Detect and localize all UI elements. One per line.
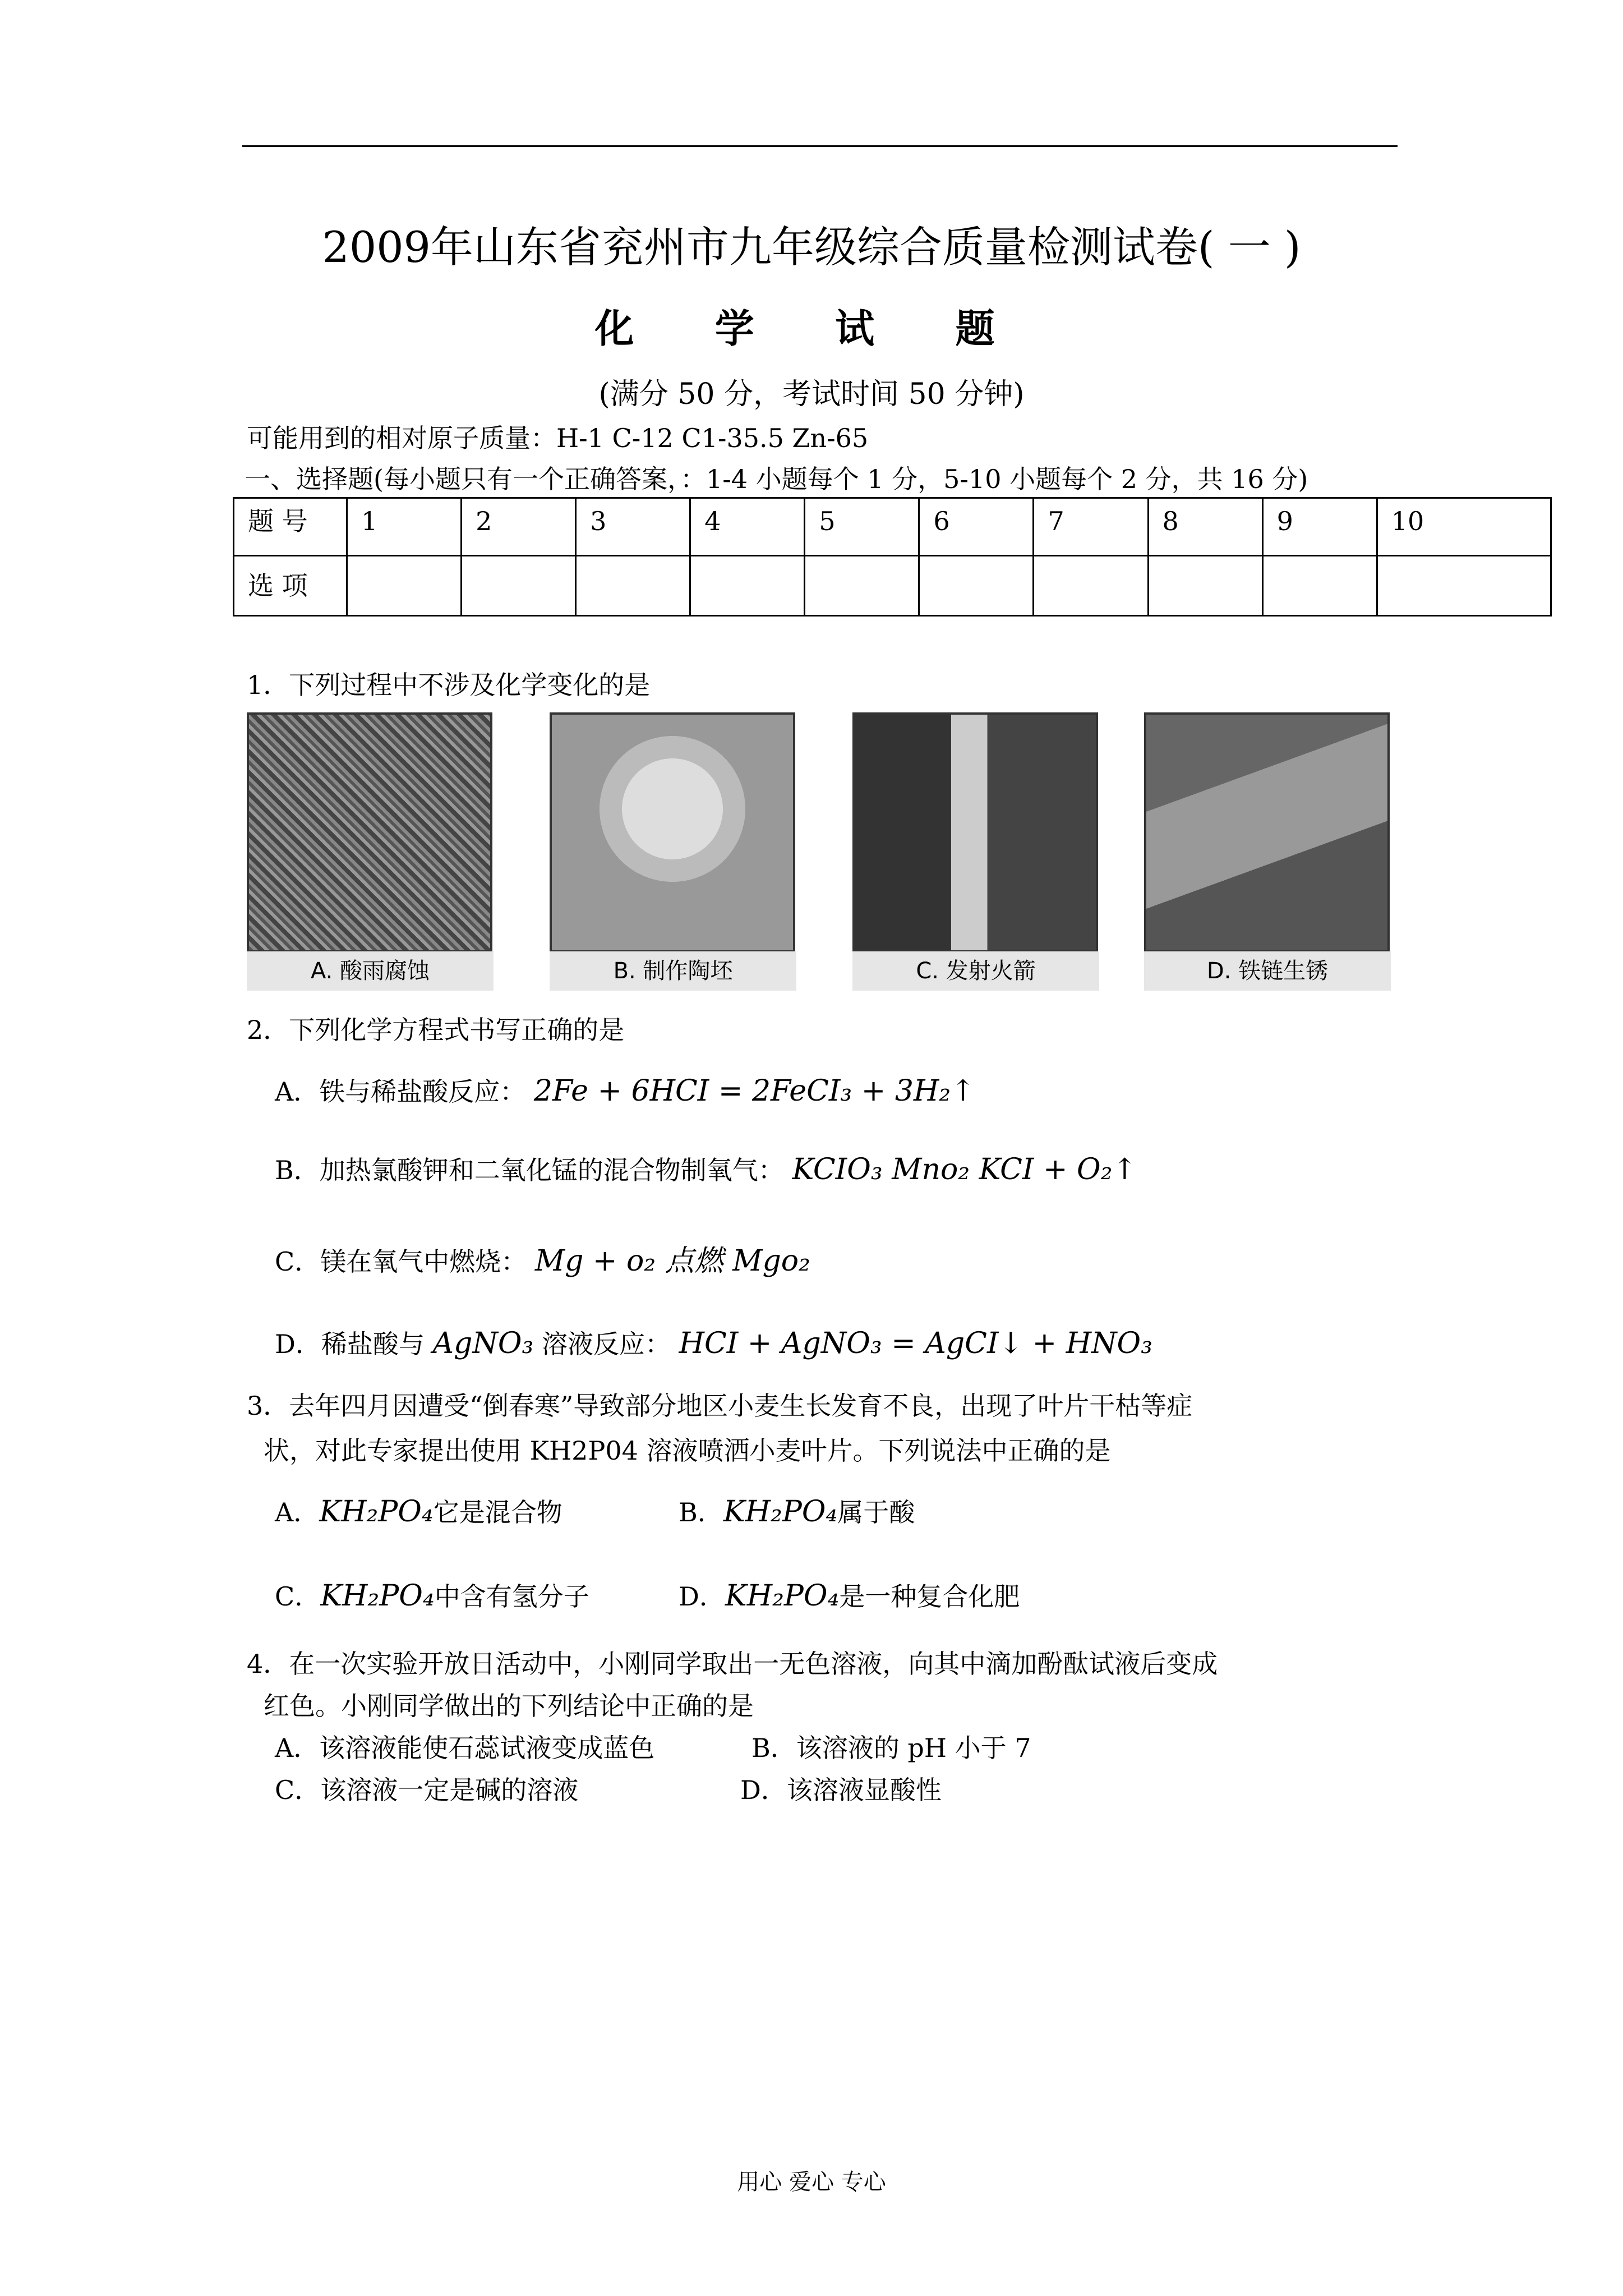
photo-caption-a: A. 酸雨腐蚀 [247,951,494,991]
answer-cell [690,556,805,616]
photo-caption-b: B. 制作陶坯 [550,951,796,991]
answer-cell [347,556,462,616]
option-label: B． [679,1497,723,1527]
table-cell: 5 [805,498,919,556]
option-text: 属于酸 [837,1497,915,1527]
answer-cell [1377,556,1551,616]
answer-cell [805,556,919,616]
q2-option-c [275,1237,810,1279]
equation: 2Fe + 6HCI = 2FeCI₃ + 3H₂↑ [533,1074,975,1108]
equation: Mg + o₂ 点燃 Mgo₂ [534,1244,810,1278]
q3-stem-line2: 状，对此专家提出使用 KH2P04 溶液喷洒小麦叶片。下列说法中正确的是 [264,1435,1111,1466]
q4-option-a: A．该溶液能使石蕊试液变成蓝色 [275,1733,655,1763]
option-label: C．镁在氧气中燃烧： [275,1246,527,1277]
equation: HCI + AgNO₃ = AgCI↓ + HNO₃ [679,1327,1153,1360]
answer-cell [1148,556,1262,616]
formula: KH₂PO₄ [725,1579,840,1613]
q3-option-d [679,1576,1020,1613]
table-cell: 9 [1262,498,1377,556]
acid-rain-photo [247,712,492,953]
q2-stem: 2．下列化学方程式书写正确的是 [247,1015,625,1045]
option-label: A． [275,1497,320,1527]
rocket-photo [852,712,1098,953]
q2-option-d [275,1324,1152,1361]
q2-option-a [275,1071,975,1108]
equation: KCIO₃ Mno₂ KCI + O₂↑ [792,1153,1137,1186]
equation: AgNO₃ [432,1327,534,1360]
answer-cell [919,556,1034,616]
table-row [234,498,1551,556]
q3-stem-line1: 3．去年四月因遭受“倒春寒”导致部分地区小麦生长发育不良，出现了叶片干枯等症 [247,1391,1193,1421]
option-label: D．稀盐酸与 [275,1329,425,1359]
table-cell: 7 [1034,498,1148,556]
option-text: 是一种复合化肥 [839,1581,1020,1612]
option-label: A．铁与稀盐酸反应： [275,1076,526,1107]
photo-caption-c: C. 发射火箭 [852,951,1099,991]
q4-option-c: C．该溶液一定是碱的溶液 [275,1775,579,1805]
formula: KH₂PO₄ [319,1495,434,1529]
rusty-chain-photo [1144,712,1390,953]
table-cell: 10 [1377,498,1551,556]
table-header-cell: 选 项 [234,556,347,616]
answer-cell [576,556,690,616]
table-cell: 1 [347,498,462,556]
section-one-heading: 一、选择题(每小题只有一个正确答案，：1-4 小题每个 1 分，5-10 小题每个 2 分，共 16 分) [245,464,1308,494]
formula: KH₂PO₄ [320,1579,435,1613]
table-row [234,556,1551,616]
q4-option-d: D．该溶液显酸性 [740,1775,942,1805]
table-cell: 8 [1148,498,1262,556]
subject-title: 化 学 试 题 [594,305,1029,352]
answer-cell [1034,556,1148,616]
option-label: 溶液反应： [541,1329,671,1359]
q3-option-b [679,1492,915,1529]
table-cell: 3 [576,498,690,556]
page-footer: 用心 爱心 专心 [737,2169,886,2195]
q3-option-a [275,1492,562,1529]
formula: KH₂PO₄ [723,1495,838,1529]
table-cell: 6 [919,498,1034,556]
q1-stem: 1．下列过程中不涉及化学变化的是 [247,670,651,700]
option-text: 中含有氢分子 [434,1581,589,1612]
pottery-photo [550,712,795,953]
option-label: C． [275,1581,321,1612]
header-rule [242,145,1398,147]
q2-option-b [275,1150,1137,1187]
q4-option-b: B．该溶液的 pH 小于 7 [751,1733,1031,1763]
q1-photo-strip [247,712,1391,993]
answer-cell [462,556,576,616]
q4-stem-line1: 4．在一次实验开放日活动中，小刚同学取出一无色溶液，向其中滴加酚酞试液后变成 [247,1649,1218,1679]
exam-note: (满分 50 分，考试时间 50 分钟) [598,378,1025,411]
answer-table [233,497,1552,616]
table-cell: 4 [690,498,805,556]
option-label: D． [679,1581,725,1612]
option-label: B．加热氯酸钾和二氧化锰的混合物制氧气： [275,1155,784,1185]
table-cell: 2 [462,498,576,556]
q3-option-c [275,1576,589,1613]
atomic-masses: 可能用到的相对原子质量：H-1 C-12 C1-35.5 Zn-65 [247,423,869,453]
q4-stem-line2: 红色。小刚同学做出的下列结论中正确的是 [264,1691,754,1721]
exam-title: 2009年山东省兖州市九年级综合质量检测试卷( 一 ) [322,222,1301,272]
option-text: 它是混合物 [433,1497,562,1527]
table-header-cell: 题 号 [234,498,347,556]
photo-caption-d: D. 铁链生锈 [1144,951,1391,991]
answer-cell [1262,556,1377,616]
